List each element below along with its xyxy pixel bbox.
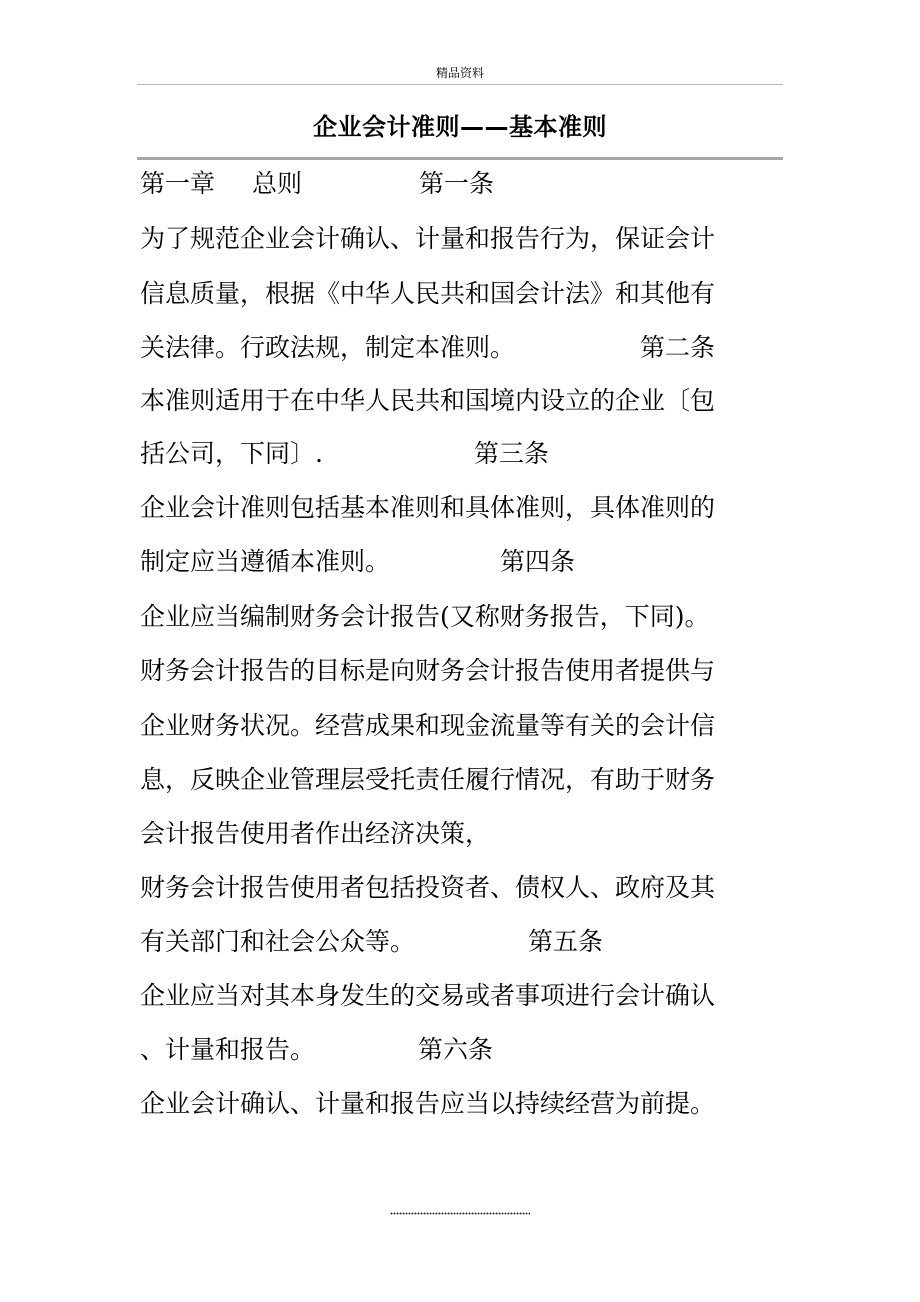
paragraph-text: 企业应当编制财务会计报告(又称财务报告，下同)。 [140, 602, 710, 631]
footer-dotted-rule [390, 1211, 530, 1215]
chapter-name: 总则 [252, 169, 303, 198]
article-heading: 第二条 [640, 333, 716, 362]
paragraph-text: 企业应当对其本身发生的交易或者事项进行会计确认 [140, 981, 716, 1010]
paragraph-text: 息，反映企业管理层受托责任履行情况，有助于财务 [140, 765, 716, 794]
title-divider [137, 157, 783, 160]
paragraph-text: 有关部门和社会公众等。 [140, 927, 416, 956]
article-heading: 第一条 [419, 169, 495, 198]
article-heading: 第三条 [474, 439, 550, 468]
article-heading: 第四条 [500, 547, 576, 576]
paragraph-text: 本准则适用于在中华人民共和国境内设立的企业〔包 [140, 386, 716, 415]
article-heading: 第六条 [418, 1035, 494, 1064]
paragraph-text: 为了规范企业会计确认、计量和报告行为，保证会计 [140, 224, 716, 253]
paragraph-text: 信息质量，根据《中华人民共和国会计法》和其他有 [140, 279, 716, 308]
header-label: 精品资料 [435, 66, 484, 80]
paragraph-text: 括公司，下同〕. [140, 439, 323, 468]
paragraph-text: 会计报告使用者作出经济决策， [140, 819, 491, 848]
article-heading: 第五条 [528, 927, 604, 956]
chapter-heading: 第一章 [140, 169, 216, 198]
paragraph-text: 企业会计确认、计量和报告应当以持续经营为前提。 [140, 1089, 716, 1118]
paragraph-text: 企业财务状况。经营成果和现金流量等有关的会计信 [140, 711, 716, 740]
paragraph-text: 制定应当遵循本准则。 [140, 547, 391, 576]
page-header [137, 60, 783, 85]
document-title: 企业会计准则——基本准则 [313, 113, 607, 141]
paragraph-text: 财务会计报告的目标是向财务会计报告使用者提供与 [140, 656, 716, 685]
paragraph-text: 关法律。行政法规，制定本准则。 [140, 333, 516, 362]
paragraph-text: 企业会计准则包括基本准则和具体准则，具体准则的 [140, 493, 716, 522]
paragraph-text: 财务会计报告使用者包括投资者、债权人、政府及其 [140, 873, 716, 902]
paragraph-text: 、计量和报告。 [140, 1035, 316, 1064]
